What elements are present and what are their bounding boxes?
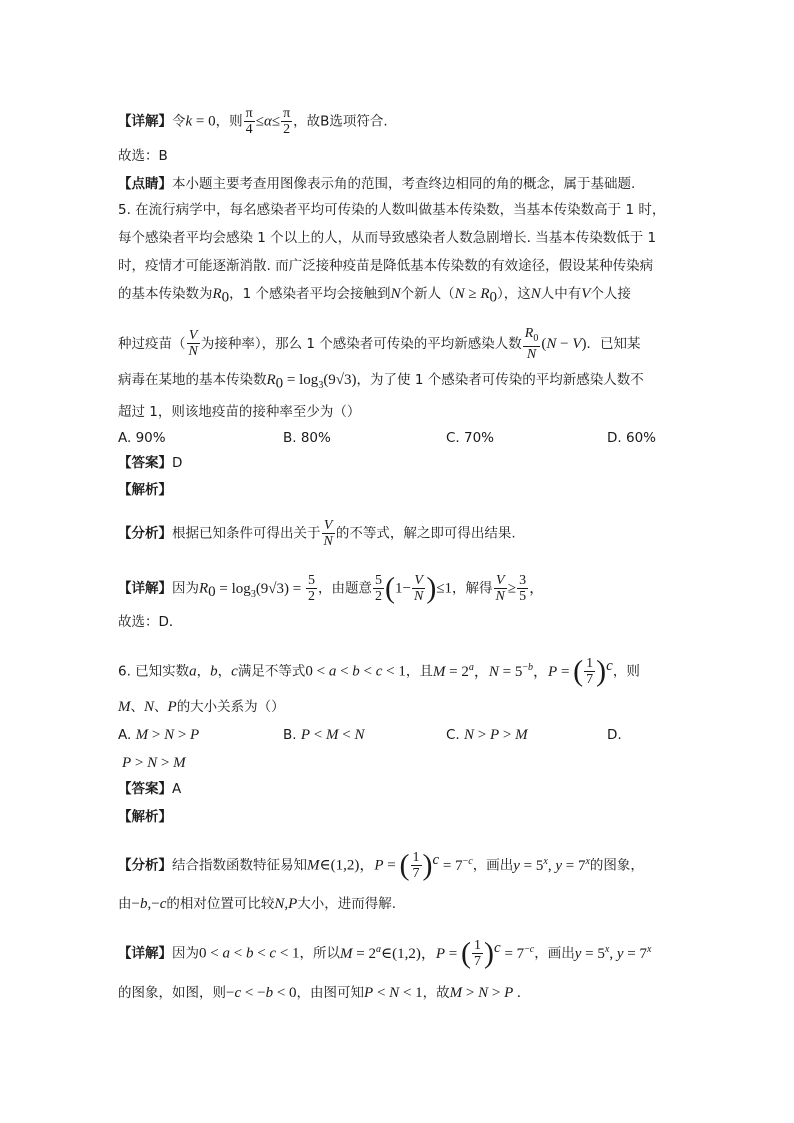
prev-choose-line: 故选：B <box>118 148 168 164</box>
q5-line-3: 时，疫情才可能逐渐消散. 而广泛接种疫苗是降低基本传染数的有效途径，假设某种传染病 <box>118 258 654 274</box>
fraction: $\frac{\pi}{4}$ <box>245 106 253 137</box>
q6-line-2: M、N、P的大小关系为（） <box>118 699 285 715</box>
fraction: $\frac{\pi}{2}$ <box>283 106 291 137</box>
q5-detail: 【详解】因为$R_0 = \log_3(9√3)$ = $\frac{5}{2}$ ，由题意 $\frac{5}{2}$ (1− $\frac{V}{N}$ )≤1，解得 $\frac{V}{N}$ ≥ $\frac{3}{5}$ ， <box>118 571 545 605</box>
q5-option-b: B. 80% <box>283 430 331 446</box>
q6-answer: 【答案】A <box>118 781 182 797</box>
q5-line-1: 5. 在流行病学中，每名感染者平均可传染的人数叫做基本传染数，当基本传染数高于 1 时， <box>118 202 666 218</box>
q6-line-1: 6. 已知实数a，b，c满足不等式0 < a < b < c < 1，且$M = 2^a$，$N = 5^{-b}$，P = ( $\frac{1}{7}$ )$^c$，则 <box>118 654 640 688</box>
q6-option-a: A. M > N > P <box>118 727 200 743</box>
q6-option-c: C. N > P > M <box>446 727 528 743</box>
q5-analyze: 【分析】根据已知条件可得出关于 $\frac{V}{N}$ 的不等式，解之即可得出结果. <box>118 518 516 549</box>
prev-detail-line: 【详解】令k = 0，则 $\frac{\pi}{4}$ ≤α≤ $\frac{\pi}{2}$ ，故B选项符合. <box>118 106 388 137</box>
q5-answer: 【答案】D <box>118 455 183 471</box>
q6-option-d-value: P > N > M <box>122 755 186 771</box>
q5-option-d: D. 60% <box>607 430 656 446</box>
detail-tag: 【详解】 <box>118 113 172 130</box>
q6-analyze: 【分析】结合指数函数特征易知M∈(1,2)，P = ( $\frac{1}{7}$ )$^c = 7^{-c}$，画出$y = 5^x$, $y = 7^x$的图象， <box>118 848 644 882</box>
q5-analysis-tag: 【解析】 <box>118 482 172 498</box>
q5-line-7: 超过 1，则该地疫苗的接种率至少为（） <box>118 404 361 420</box>
q5-line-2: 每个感染者平均会感染 1 个以上的人，从而导致感染者人数急剧增长. 当基本传染数低于 1 <box>118 230 657 246</box>
q6-analyze-2: 由−b,−c的相对位置可比较N,P大小，进而得解. <box>118 896 397 912</box>
q5-choose: 故选：D． <box>118 614 183 630</box>
q5-line-5: 种过疫苗（ $\frac{V}{N}$ 为接种率），那么 1 个感染者可传染的平均新感染人数 $\frac{R_0}{N}$ (N − V)．已知某 <box>118 326 641 362</box>
q5-line-4: 的基本传染数为$R_0$，1 个感染者平均会接触到N个新人$(N \ge R_0)$，这N人中有V个人接 <box>118 286 631 306</box>
q5-option-c: C. 70% <box>446 430 495 446</box>
prev-comment-line: 【点睛】本小题主要考查用图像表示角的范围，考查终边相同的角的概念，属于基础题. <box>118 176 636 192</box>
q5-line-6: 病毒在某地的基本传染数$R_0 = \log_3(9√3)$，为了使 1 个感染者可传染的平均新感染人数不 <box>118 372 644 392</box>
q6-detail: 【详解】因为0 < a < b < c < 1，所以$M = 2^a\in(1,2)$，P = ( $\frac{1}{7}$ )$^c = 7^{-c}$，画出$y = 5^x$, $y = 7^x$ <box>118 936 652 970</box>
q6-analysis-tag: 【解析】 <box>118 809 172 825</box>
q5-option-a: A. 90% <box>118 430 166 446</box>
q6-option-d: D. <box>607 727 622 743</box>
q6-detail-2: 的图象，如图，则−c < −b < 0，由图可知P < N < 1，故M > N > P . <box>118 985 521 1001</box>
q6-option-b: B. P < M < N <box>283 727 365 743</box>
